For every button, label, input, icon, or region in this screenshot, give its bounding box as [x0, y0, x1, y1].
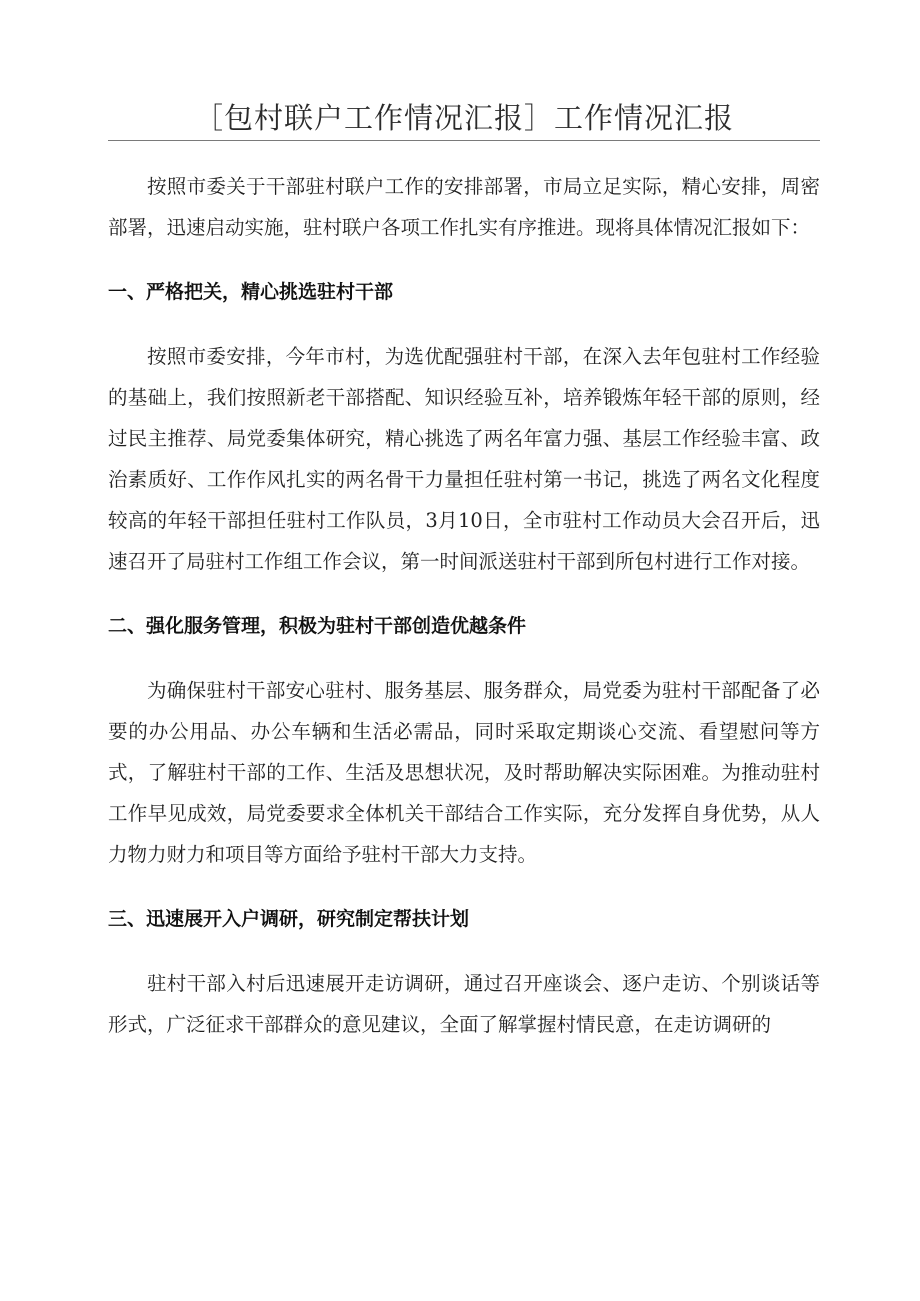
spacer	[108, 582, 820, 606]
spacer	[108, 940, 820, 963]
spacer	[108, 647, 820, 670]
document-body	[108, 166, 820, 1045]
spacer	[108, 875, 820, 899]
spacer	[108, 248, 820, 272]
section-3-paragraph: 驻村干部入村后迅速展开走访调研，通过召开座谈会、逐户走访、个别谈话等形式，广泛征求干部群众的意见建议，全面了解掌握村情民意，在走访调研的	[108, 972, 820, 1036]
title-underline	[108, 140, 820, 141]
section-1-heading: 一、严格把关，精心挑选驻村干部	[108, 281, 394, 303]
section-2-paragraph: 为确保驻村干部安心驻村、服务基层、服务群众，局党委为驻村干部配备了必要的办公用品、办公车辆和生活必需品，同时采取定期谈心交流、看望慰问等方式，了解驻村干部的工作、生活及思想状况，及时帮助解决实际困难。为推动驻村工作早见成效，局党委要求全体机关干部结合工作实际，充分发挥自身优势，从人力物力财力和项目等方面给予驻村干部大力支持。	[108, 679, 820, 866]
document-title: ［包村联户工作情况汇报］工作情况汇报	[193, 101, 734, 135]
spacer	[108, 313, 820, 336]
section-1-paragraph: 按照市委安排，今年市村，为选优配强驻村干部，在深入去年包驻村工作经验的基础上，我们按照新老干部搭配、知识经验互补，培养锻炼年轻干部的原则，经过民主推荐、局党委集体研究，精心挑选了两名年富力强、基层工作经验丰富、政治素质好、工作作风扎实的两名骨干力量担任驻村第一书记，挑选了两名文化程度较高的年轻干部担任驻村工作队员，3月10日，全市驻村工作动员大会召开后，迅速召开了局驻村工作组工作会议，第一时间派送驻村干部到所包村进行工作对接。	[108, 345, 820, 573]
section-2-heading: 二、强化服务管理，积极为驻村干部创造优越条件	[108, 615, 527, 637]
section-3-heading: 三、迅速展开入户调研，研究制定帮扶计划	[108, 908, 470, 930]
intro-paragraph: 按照市委关于干部驻村联户工作的安排部署，市局立足实际，精心安排，周密部署，迅速启动实施，驻村联户各项工作扎实有序推进。现将具体情况汇报如下：	[108, 175, 820, 239]
